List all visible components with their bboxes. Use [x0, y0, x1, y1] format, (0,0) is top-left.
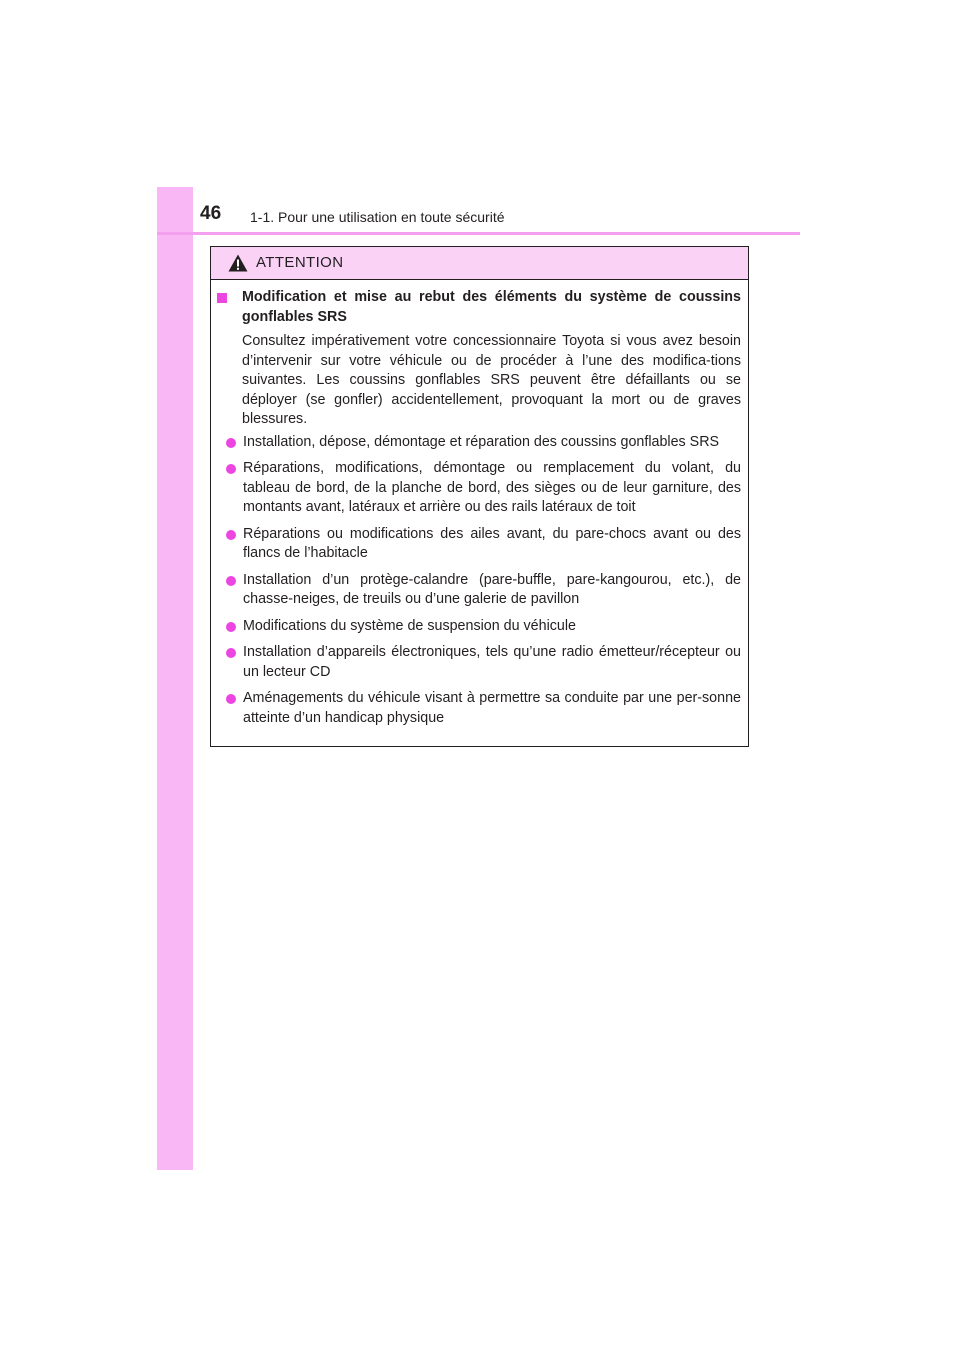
list-item-text: Aménagements du véhicule visant à permettre sa conduite par une per-sonne atteinte d’un handicap physique — [243, 690, 741, 726]
round-bullet-icon — [226, 464, 236, 474]
list-item-text: Réparations ou modifications des ailes avant, du pare-chocs avant ou des flancs de l’habitacle — [243, 525, 741, 561]
list-item-text: Installation, dépose, démontage et réparation des coussins gonflables SRS — [243, 433, 720, 450]
modification-list — [242, 433, 741, 729]
round-bullet-icon — [226, 438, 236, 448]
warning-intro: Consultez impérativement votre concessionnaire Toyota si vous avez besoin d’intervenir sur votre véhicule ou de procéder à l’une des modifica-tions suivantes. Les coussins gonflables SRS peuvent être défaillants ou se déployer (se gonfler) accidentellement, provoquant la mort ou de graves blessures. — [242, 333, 741, 427]
list-item — [242, 459, 741, 518]
round-bullet-icon — [226, 576, 236, 586]
list-item-text: Installation d’appareils électroniques, tels qu’une radio émetteur/récepteur ou un lecteur CD — [243, 644, 741, 680]
round-bullet-icon — [226, 530, 236, 540]
chapter-side-band — [157, 187, 193, 1170]
list-item — [242, 689, 741, 728]
round-bullet-icon — [226, 648, 236, 658]
section-title: 1-1. Pour une utilisation en toute sécurité — [250, 209, 505, 225]
list-item — [242, 571, 741, 610]
list-item — [242, 643, 741, 682]
warning-triangle-icon — [228, 254, 248, 272]
list-item-text: Réparations, modifications, démontage ou remplacement du volant, du tableau de bord, de la planche de bord, des sièges ou de leur garniture, des montants avant, latéraux et arrière ou des rails latéraux de toit — [243, 460, 741, 515]
square-bullet-icon — [217, 293, 227, 303]
round-bullet-icon — [226, 622, 236, 632]
attention-body — [211, 280, 748, 728]
attention-label: ATTENTION — [256, 254, 344, 271]
page-number: 46 — [200, 203, 222, 224]
list-item-text: Installation d’un protège-calandre (pare-buffle, pare-kangourou, etc.), de chasse-neiges, de treuils ou d’une galerie de pavillon — [243, 571, 741, 607]
list-item — [242, 433, 741, 453]
attention-box — [210, 246, 749, 747]
warning-heading: Modification et mise au rebut des éléments du système de coussins gonflables SRS — [242, 289, 741, 325]
list-item — [242, 525, 741, 564]
round-bullet-icon — [226, 694, 236, 704]
list-item-text: Modifications du système de suspension du véhicule — [243, 617, 576, 634]
attention-header — [211, 247, 748, 280]
header-rule — [157, 232, 800, 235]
list-item — [242, 617, 741, 637]
